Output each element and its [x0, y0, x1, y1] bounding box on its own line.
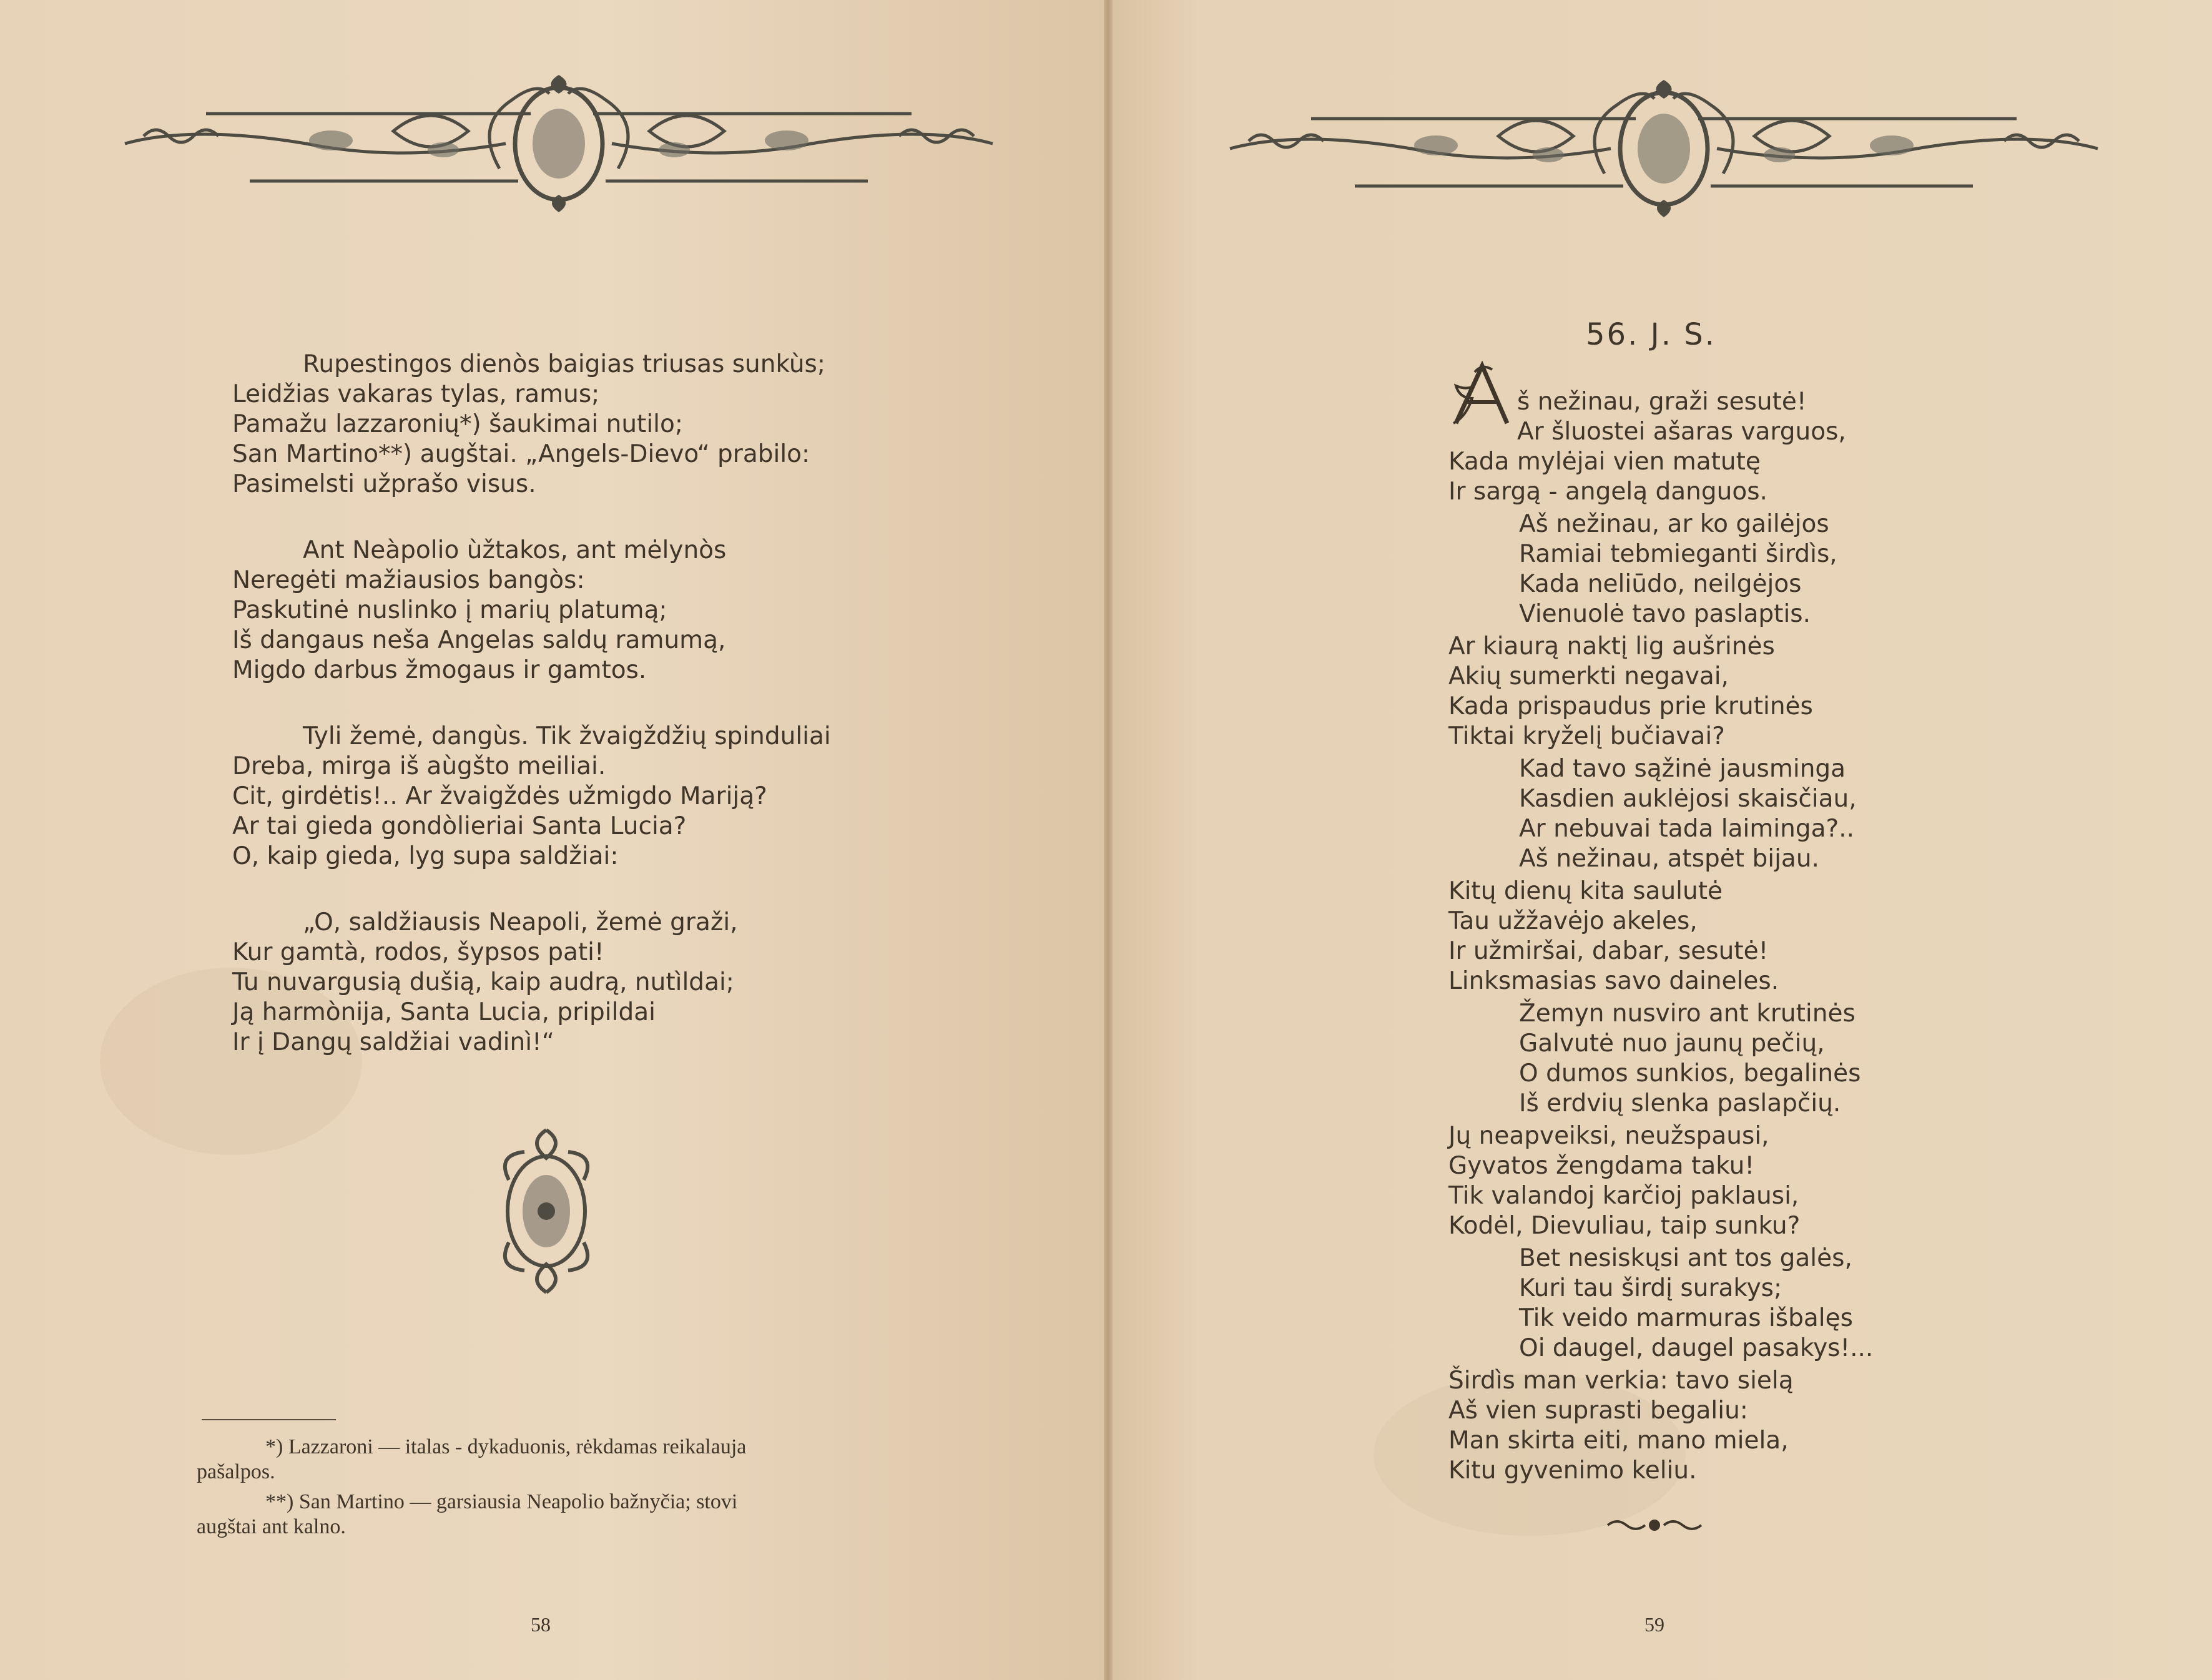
- right-poem: [1448, 387, 1873, 1488]
- poem-line: Oi daugel, daugel pasakys!...: [1519, 1334, 1874, 1362]
- footnote-rule: [202, 1419, 336, 1420]
- poem-line: Ir užmiršai, dabar, sesutė!: [1448, 937, 1769, 965]
- poem-line: Leidžias vakaras tylas, ramus;: [232, 380, 600, 408]
- headpiece-ornament-icon: [1224, 80, 2104, 217]
- poem-line: Akių sumerkti negavai,: [1448, 662, 1729, 690]
- poem-line: Aš nežinau, ar ko gailėjos: [1519, 510, 1829, 538]
- poem-line: O, kaip gieda, lyg supa saldžiai:: [232, 842, 619, 870]
- stanza: [1448, 877, 1873, 996]
- poem-line: Aš nežinau, atspėt bijau.: [1519, 845, 1819, 873]
- footnote-line: augštai ant kalno.: [197, 1515, 346, 1538]
- poem-line: Ar kiaurą naktį lig aušrinės: [1448, 632, 1775, 661]
- poem-line: Man skirta eiti, mano miela,: [1448, 1427, 1789, 1455]
- poem-line: Ir sargą - angelą danguos.: [1448, 478, 1767, 506]
- poem-line: Pasimelsti užprašo visus.: [232, 470, 536, 498]
- stanza: [232, 722, 831, 872]
- poem-line: Ar tai gieda gondòlieriai Santa Lucia?: [232, 812, 687, 840]
- poem-line: Linksmasias savo daineles.: [1448, 967, 1779, 995]
- poem-line: Migdo darbus žmogaus ir gamtos.: [232, 656, 647, 684]
- poem-line: Tau užžavėjo akeles,: [1448, 907, 1698, 935]
- poem-line: Rupestingos dienòs baigias triusas sunkùs;: [303, 350, 826, 378]
- poem-title: 56. J. S.: [1586, 317, 1716, 352]
- poem-line: Žemyn nusviro ant krutinės: [1519, 1000, 1856, 1028]
- tailpiece-ornament-icon: [493, 1124, 599, 1299]
- poem-line: San Martino**) augštai. „Angels-Dievo“ prabilo:: [232, 440, 810, 468]
- stanza: [1448, 1121, 1873, 1241]
- poem-line: Ramiai tebmieganti širdìs,: [1519, 540, 1837, 568]
- poem-line: Dreba, mirga iš aùgšto meiliai.: [232, 752, 606, 780]
- poem-line: Aš vien suprasti begaliu:: [1448, 1397, 1748, 1425]
- poem-line: Tiktai kryželį bučiavai?: [1448, 722, 1725, 750]
- poem-line: Kasdien auklėjosi skaisčiau,: [1519, 785, 1857, 813]
- poem-line: Cit, girdėtis!.. Ar žvaigždės užmigdo Mariją?: [232, 782, 767, 810]
- stanza: [1448, 632, 1873, 752]
- poem-line: Kada neliūdo, neilgėjos: [1519, 570, 1802, 598]
- poem-line: Paskutinė nuslinko į marių platumą;: [232, 596, 667, 624]
- end-flourish-icon: [1605, 1516, 1704, 1535]
- poem-line: Kad tavo sąžinė jausminga: [1519, 755, 1846, 783]
- poem-line: Vienuolė tavo paslaptis.: [1519, 600, 1811, 628]
- stanza: [1448, 1366, 1873, 1486]
- poem-line: Kur gamtà, rodos, šypsos pati!: [232, 938, 604, 966]
- poem-line: Kitų dienų kita saulutė: [1448, 877, 1723, 905]
- poem-line: Tu nuvargusią dušią, kaip audrą, nutìldai;: [232, 968, 734, 996]
- poem-line: Kada mylėjai vien matutę: [1448, 448, 1761, 476]
- stanza: [232, 908, 831, 1058]
- book-gutter: [1104, 0, 1113, 1680]
- footnote: [197, 1490, 891, 1540]
- poem-line: Tik valandoj karčioj paklausi,: [1448, 1182, 1799, 1210]
- stanza: [1448, 509, 1873, 629]
- stanza: [232, 536, 831, 685]
- poem-line: Galvutė nuo jaunų pečių,: [1519, 1029, 1825, 1058]
- poem-line: Tik veido marmuras išbalęs: [1519, 1304, 1853, 1332]
- poem-line: Jų neapveiksi, neužspausi,: [1448, 1122, 1769, 1150]
- footnote-line: *) Lazzaroni — italas - dykaduonis, rėkdamas reikalauja: [265, 1435, 747, 1458]
- stanza: [1448, 754, 1873, 874]
- poem-line: Kuri tau širdį surakys;: [1519, 1274, 1782, 1302]
- stanza: [232, 350, 831, 499]
- poem-line: Ir į Dangų saldžiai vadinì!“: [232, 1028, 554, 1056]
- poem-line: Ant Neàpolio ùžtakos, ant mėlynòs: [303, 536, 727, 564]
- poem-line: Bet nesiskųsi ant tos galės,: [1519, 1244, 1852, 1272]
- footnote-line: pašalpos.: [197, 1460, 275, 1483]
- poem-line: Širdìs man verkia: tavo sielą: [1448, 1367, 1794, 1395]
- poem-line: Kitu gyvenimo keliu.: [1448, 1456, 1697, 1485]
- poem-line: Tyli žemė, dangùs. Tik žvaigždžių spinduliai: [303, 722, 831, 750]
- stanza: [1448, 387, 1873, 507]
- poem-line: Kada prispaudus prie krutinės: [1448, 692, 1813, 720]
- headpiece-ornament-icon: [119, 75, 999, 212]
- page-number: 59: [1644, 1613, 1664, 1636]
- poem-line: Gyvatos žengdama taku!: [1448, 1152, 1754, 1180]
- poem-line: Iš erdvių slenka paslapčių.: [1519, 1089, 1841, 1118]
- poem-line: Kodėl, Dievuliau, taip sunku?: [1448, 1212, 1801, 1240]
- poem-line: „O, saldžiausis Neapoli, žemė graži,: [303, 908, 738, 936]
- poem-line: Neregėti mažiausios bangòs:: [232, 566, 585, 594]
- poem-line: Pamažu lazzaronių*) šaukimai nutilo;: [232, 410, 684, 438]
- poem-line: Iš dangaus neša Angelas saldų ramumą,: [232, 626, 726, 654]
- stanza: [1448, 999, 1873, 1119]
- left-poem: [232, 350, 831, 1094]
- footnote: [197, 1435, 891, 1485]
- poem-line: š nežinau, graži sesutė!: [1517, 388, 1807, 416]
- poem-line: Ar nebuvai tada laiminga?..: [1519, 815, 1855, 843]
- footnote-line: **) San Martino — garsiausia Neapolio bažnyčia; stovi: [265, 1490, 738, 1513]
- poem-line: Ją harmònija, Santa Lucia, pripildai: [232, 998, 656, 1026]
- stanza: [1448, 1244, 1873, 1363]
- poem-line: O dumos sunkios, begalinės: [1519, 1059, 1861, 1088]
- poem-line: Ar šluostei ašaras varguos,: [1517, 418, 1846, 446]
- page-number: 58: [531, 1613, 551, 1636]
